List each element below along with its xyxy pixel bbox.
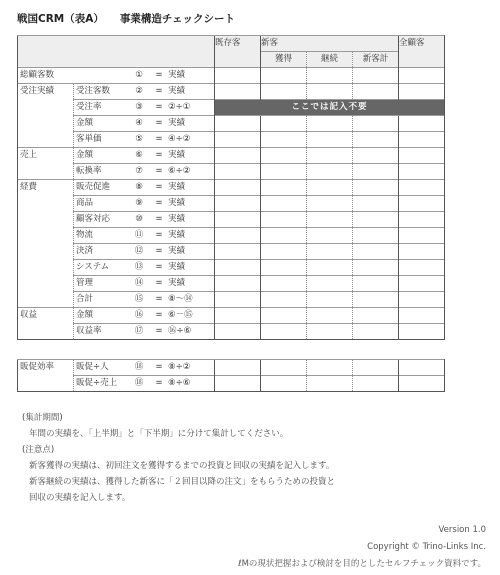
sub-label: 商品 [74,196,127,212]
group-label [18,164,74,180]
formula: 実績 [166,260,215,276]
group-label [18,292,74,308]
equals-sign: = [152,132,166,148]
equals-sign: = [152,180,166,196]
cell-existing[interactable] [215,116,261,132]
sub-label: 販促÷売上 [74,376,127,392]
cell-all[interactable] [399,228,445,244]
header-row-1 [18,36,445,52]
cell-continue[interactable] [307,228,353,244]
sub-label: 決済 [74,244,127,260]
cell-acquire[interactable] [261,292,307,308]
table-row [18,360,445,376]
cell-new-total[interactable] [353,116,399,132]
cell-new-total[interactable] [353,212,399,228]
group-label: 売上 [18,148,74,164]
equals-sign: = [152,244,166,260]
cell-continue[interactable] [307,84,353,100]
cell-acquire[interactable] [261,276,307,292]
cell-acquire[interactable] [261,116,307,132]
cell-new-total[interactable] [353,276,399,292]
cell-continue[interactable] [307,360,353,376]
equals-sign: = [152,228,166,244]
cell-existing[interactable] [215,324,261,340]
group-label [18,376,74,392]
cell-new-total[interactable] [353,68,399,84]
cell-all[interactable] [399,360,445,376]
row-number: ⑧ [126,180,152,196]
formula: 実績 [166,84,215,100]
formula: ⑥÷② [166,164,215,180]
formula: 実績 [166,276,215,292]
cell-acquire[interactable] [261,132,307,148]
cell-existing[interactable] [215,68,261,84]
cell-existing[interactable] [215,196,261,212]
row-number: ⑦ [126,164,152,180]
table-row [18,196,445,212]
equals-sign: = [152,196,166,212]
sub-label: 物流 [74,228,127,244]
row-number: ④ [126,116,152,132]
cell-continue[interactable] [307,196,353,212]
cell-all[interactable] [399,84,445,100]
notes-period-text: 年間の実績を、「上半期」と「下半期」に分けて集計してください。 [29,429,289,439]
cell-continue[interactable] [307,276,353,292]
group-label [18,100,74,116]
equals-sign: = [152,68,166,84]
cell-existing[interactable] [215,376,261,392]
cell-new-total[interactable] [353,292,399,308]
equals-sign: = [152,376,166,392]
group-label [18,324,74,340]
equals-sign: = [152,324,166,340]
notes-heading-caution: (注意点) [22,445,55,455]
notes-heading-period: (集計期間) [22,413,63,423]
cell-continue[interactable] [307,212,353,228]
formula: 実績 [166,116,215,132]
table-row [18,148,445,164]
sub-label: 販売促進 [74,180,127,196]
group-label [18,276,74,292]
cell-acquire[interactable] [261,196,307,212]
cell-acquire[interactable] [261,308,307,324]
equals-sign: = [152,360,166,376]
cell-all[interactable] [399,196,445,212]
group-label [18,196,74,212]
row-number: ⑫ [126,244,152,260]
formula: 実績 [166,196,215,212]
cell-existing[interactable] [215,260,261,276]
table-row [18,308,445,324]
formula: ②÷① [166,100,215,116]
header-new-total: 新客計 [353,52,399,68]
cell-continue[interactable] [307,164,353,180]
cell-existing[interactable] [215,228,261,244]
formula: ⑯÷⑥ [166,324,215,340]
footer-description: ℓMの現状把握および検討を目的としたセルフチェック資料です。 [238,559,486,569]
group-label: 受注実績 [18,84,74,100]
cell-new-total[interactable] [353,228,399,244]
cell-all[interactable] [399,116,445,132]
table-row [18,68,445,84]
sub-label: 管理 [74,276,127,292]
cell-acquire[interactable] [261,212,307,228]
row-number: ⑮ [126,292,152,308]
cell-acquire[interactable] [261,68,307,84]
row-number: ② [126,84,152,100]
notes-caution-text-2: 新客継続の実績は、獲得した新客に「２回目以降の注文」をもらうための投資と [29,477,336,487]
cell-existing[interactable] [215,212,261,228]
formula: 実績 [166,212,215,228]
efficiency-table [17,359,445,392]
table-row [18,84,445,100]
cell-new-total[interactable] [353,324,399,340]
equals-sign: = [152,276,166,292]
cell-all[interactable] [399,324,445,340]
cell-new-total[interactable] [353,244,399,260]
cell-continue[interactable] [307,376,353,392]
notes-caution-text-3: 回収の実績を記入します。 [29,493,131,503]
row-number: ① [126,68,152,84]
row-number: ⑩ [126,212,152,228]
sub-label: 販促÷人 [74,360,127,376]
row-number: ③ [126,100,152,116]
cell-existing[interactable] [215,164,261,180]
table-row [18,376,445,392]
cell-all[interactable] [399,260,445,276]
footer [238,522,486,573]
row-number: ⑬ [126,260,152,276]
version-label: Version 1.0 [438,525,486,535]
formula: ④÷② [166,132,215,148]
group-label: 総顧客数 [18,68,74,84]
cell-existing[interactable] [215,276,261,292]
equals-sign: = [152,292,166,308]
formula: 実績 [166,180,215,196]
group-label [18,132,74,148]
cell-new-total[interactable] [353,260,399,276]
sub-label: 合計 [74,292,127,308]
cell-continue[interactable] [307,308,353,324]
cell-continue[interactable] [307,292,353,308]
cell-all[interactable] [399,164,445,180]
formula: ⑧～⑭ [166,292,215,308]
sub-label: 転換率 [74,164,127,180]
cell-new-total[interactable] [353,360,399,376]
formula: ⑧÷② [166,360,215,376]
sub-label: 金額 [74,308,127,324]
cell-new-total[interactable] [353,196,399,212]
sub-label: 金額 [74,148,127,164]
row-number: ⑰ [126,324,152,340]
table-row [18,100,445,116]
group-label [18,260,74,276]
table-row [18,212,445,228]
row-number: ⑱ [126,376,152,392]
cell-acquire[interactable] [261,84,307,100]
cell-acquire[interactable] [261,260,307,276]
cell-acquire[interactable] [261,228,307,244]
cell-continue[interactable] [307,324,353,340]
cell-all[interactable] [399,308,445,324]
table-row [18,244,445,260]
cell-new-total[interactable] [353,180,399,196]
table-row [18,276,445,292]
cell-new-total[interactable] [353,132,399,148]
title-main: 戦国CRM（表A） [17,13,104,25]
cell-all[interactable] [399,68,445,84]
cell-acquire[interactable] [261,164,307,180]
cell-continue[interactable] [307,260,353,276]
cell-existing[interactable] [215,244,261,260]
copyright-label: Copyright © Trino-Links Inc. [367,542,486,552]
equals-sign: = [152,116,166,132]
cell-continue[interactable] [307,68,353,84]
cell-all[interactable] [399,132,445,148]
group-label [18,228,74,244]
cell-new-total[interactable] [353,148,399,164]
header-row-2 [18,52,445,68]
cell-acquire[interactable] [261,376,307,392]
formula: 実績 [166,228,215,244]
header-acquire: 獲得 [261,52,307,68]
group-label [18,212,74,228]
table-row [18,228,445,244]
cell-existing[interactable] [215,148,261,164]
equals-sign: = [152,164,166,180]
cell-all[interactable] [399,276,445,292]
equals-sign: = [152,212,166,228]
row-number: ⑤ [126,132,152,148]
cell-existing[interactable] [215,132,261,148]
sub-label: 客単価 [74,132,127,148]
cell-continue[interactable] [307,116,353,132]
cell-acquire[interactable] [261,148,307,164]
table-row [18,132,445,148]
cell-continue[interactable] [307,244,353,260]
table-row [18,164,445,180]
sub-label: 顧客対応 [74,212,127,228]
header-new: 新客 [261,36,307,52]
cell-all[interactable] [399,148,445,164]
formula: 実績 [166,244,215,260]
group-label: 販促効率 [18,360,74,376]
cell-existing[interactable] [215,292,261,308]
equals-sign: = [152,308,166,324]
title-sub: 事業構造チェックシート [119,13,236,25]
sub-label: 金額 [74,116,127,132]
row-number: ⑨ [126,196,152,212]
group-label: 収益 [18,308,74,324]
cell-all[interactable] [399,244,445,260]
header-existing: 既存客 [215,36,261,52]
header-continue: 継続 [307,52,353,68]
cell-all[interactable] [399,180,445,196]
table-row [18,324,445,340]
header-all: 全顧客 [399,36,445,52]
cell-all[interactable] [399,292,445,308]
cell-new-total[interactable] [353,164,399,180]
row-number: ⑯ [126,308,152,324]
group-label [18,116,74,132]
sub-label: システム [74,260,127,276]
table-row [18,116,445,132]
sub-label: 受注客数 [74,84,127,100]
cell-new-total[interactable] [353,308,399,324]
cell-all[interactable] [399,376,445,392]
cell-acquire[interactable] [261,180,307,196]
equals-sign: = [152,148,166,164]
formula: ⑥－⑮ [166,308,215,324]
not-required-banner: ここでは記入不要 [215,100,445,116]
sub-label [74,68,127,84]
table-row [18,292,445,308]
notes-caution-text-1: 新客獲得の実績は、初回注文を獲得するまでの投資と回収の実績を記入します。 [29,461,335,471]
group-label [18,244,74,260]
cell-continue[interactable] [307,180,353,196]
cell-existing[interactable] [215,360,261,376]
cell-new-total[interactable] [353,84,399,100]
cell-acquire[interactable] [261,244,307,260]
row-number: ⑪ [126,228,152,244]
notes-section [22,410,335,506]
sub-label: 収益率 [74,324,127,340]
formula: 実績 [166,68,215,84]
cell-existing[interactable] [215,84,261,100]
table-row [18,180,445,196]
cell-acquire[interactable] [261,324,307,340]
equals-sign: = [152,84,166,100]
group-label: 経費 [18,180,74,196]
equals-sign: = [152,100,166,116]
cell-acquire[interactable] [261,360,307,376]
formula: 実績 [166,148,215,164]
sheet-title [17,11,235,26]
structure-table [17,35,445,340]
cell-continue[interactable] [307,132,353,148]
row-number: ⑱ [126,360,152,376]
equals-sign: = [152,260,166,276]
sub-label: 受注率 [74,100,127,116]
cell-existing[interactable] [215,308,261,324]
row-number: ⑭ [126,276,152,292]
formula: ⑧÷⑥ [166,376,215,392]
table-row [18,260,445,276]
row-number: ⑥ [126,148,152,164]
cell-continue[interactable] [307,148,353,164]
cell-all[interactable] [399,212,445,228]
cell-new-total[interactable] [353,376,399,392]
cell-existing[interactable] [215,180,261,196]
